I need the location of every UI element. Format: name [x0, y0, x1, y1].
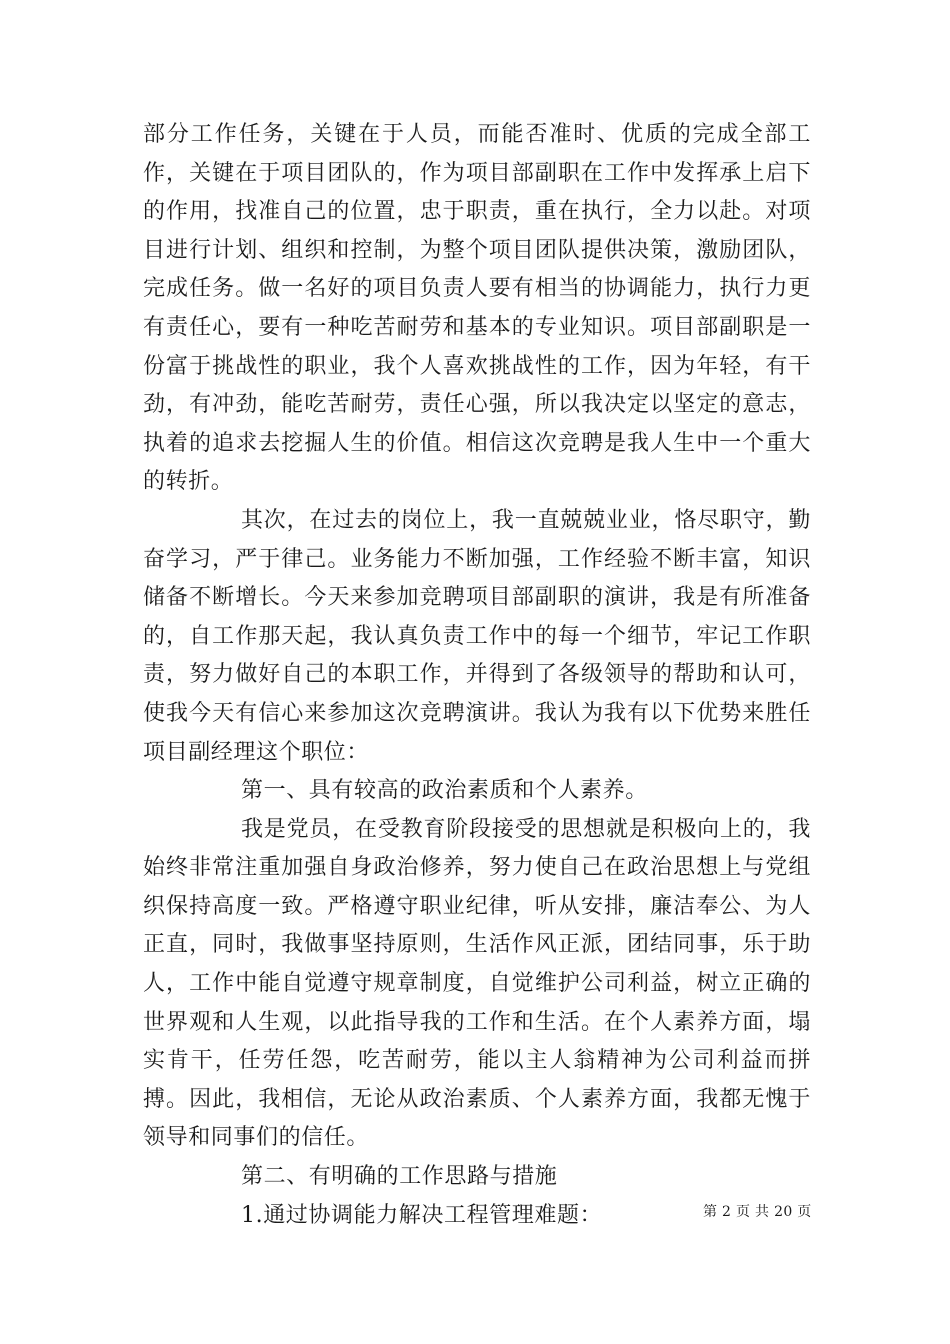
heading-second-point: 第二、有明确的工作思路与措施	[241, 1164, 558, 1190]
page-number-footer: 第 2 页 共 20 页	[703, 1204, 812, 1220]
heading-first-point: 第一、具有较高的政治素质和个人素养。	[241, 778, 648, 804]
paragraph-continued: 部分工作任务，关键在于人员，而能否准时、优质的完成全部工作，关键在于项目团队的，作为项目部副职在工作中发挥承上启下的作用，找准自己的位置，忠于职责，重在执行，全力以赴。对项目进行计划、组织和控制，为整个项目团队提供决策，激励团队，完成任务。做一名好的项目负责人要有相当的协调能力，执行力更有责任心，要有一种吃苦耐劳和基本的专业知识。项目部副职是一份富于挑战性的职业，我个人喜欢挑战性的工作，因为年轻，有干劲，有冲劲，能吃苦耐劳，责任心强，所以我决定以坚定的意志，执着的追求去挖掘人生的价值。相信这次竞聘是我人生中一个重大的转折。	[143, 122, 811, 495]
paragraph-party-member: 我是党员，在受教育阶段接受的思想就是积极向上的，我始终非常注重加强自身政治修养，努力使自己在政治思想上与党组织保持高度一致。严格遵守职业纪律，听从安排，廉洁奉公、为人正直，同时，我做事坚持原则，生活作风正派，团结同事，乐于助人，工作中能自觉遵守规章制度，自觉维护公司利益，树立正确的世界观和人生观，以此指导我的工作和生活。在个人素养方面，塌实肯干，任劳任怨，吃苦耐劳，能以主人翁精神为公司利益而拼搏。因此，我相信，无论从政治素质、个人素养方面，我都无愧于领导和同事们的信任。	[143, 816, 811, 1151]
document-body	[143, 116, 811, 1235]
paragraph-secondly: 其次，在过去的岗位上，我一直兢兢业业，恪尽职守，勤奋学习，严于律己。业务能力不断加强，工作经验不断丰富，知识储备不断增长。今天来参加竞聘项目部副职的演讲，我是有所准备的，自工作那天起，我认真负责工作中的每一个细节，牢记工作职责，努力做好自己的本职工作，并得到了各级领导的帮助和认可，使我今天有信心来参加这次竞聘演讲。我认为我有以下优势来胜任项目副经理这个职位：	[143, 507, 811, 765]
heading-subpoint-1: 1.通过协调能力解决工程管理难题：	[241, 1202, 603, 1228]
